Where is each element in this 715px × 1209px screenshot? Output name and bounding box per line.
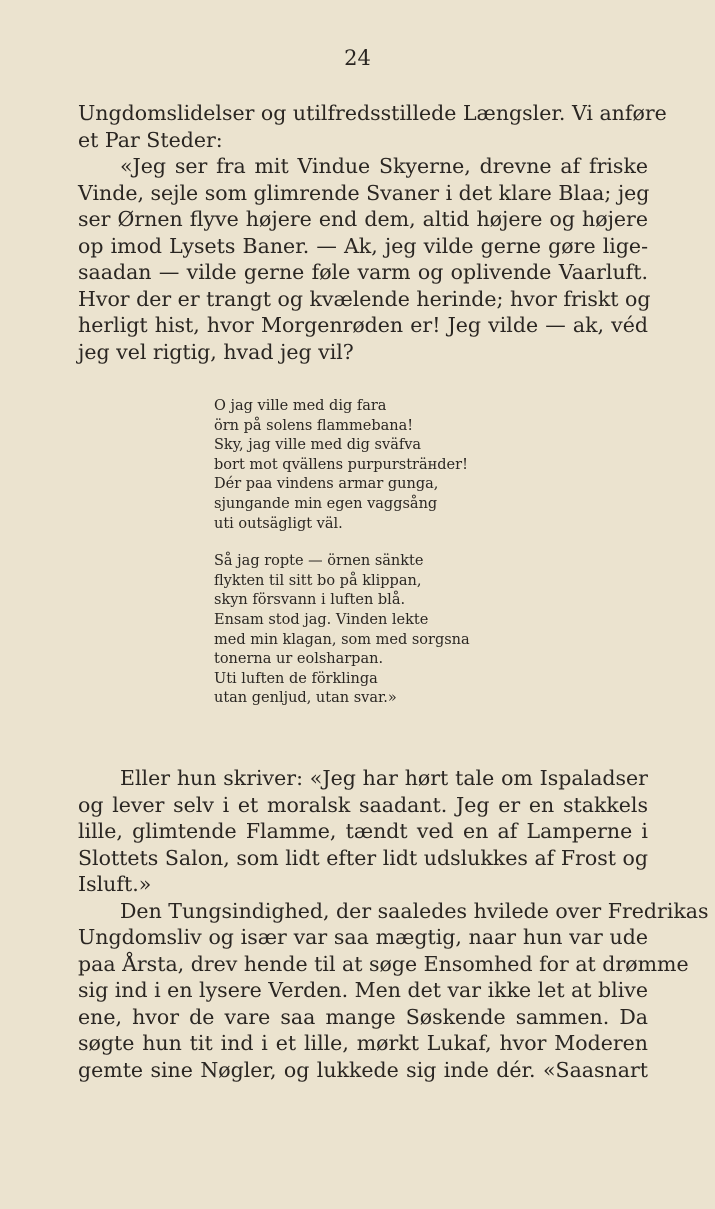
poem-verse: sjungande min egen vaggsång — [214, 495, 438, 512]
text-line: sig ind i en lysere Verden. Men det var ikke let at blive — [78, 978, 649, 1002]
poem-verse: Dér paa vindens armar gunga, — [214, 476, 439, 493]
text-line: jeg vel rigtig, hvad jeg vil? — [78, 339, 354, 364]
poem-verse: skyn försvann i luften blå. — [214, 592, 406, 609]
text-line: «Jeg ser fra mit Vindue Skyerne, drevne af friske — [120, 154, 648, 178]
poem-verse: utan genljud, utan svar.» — [214, 690, 397, 707]
text-line: og lever selv i et moralsk saadant. Jeg er en stakkels — [78, 792, 648, 817]
poem-verse: O jag ville med dig fara — [214, 398, 387, 414]
poem-verse: uti outsägligt väl. — [214, 515, 343, 532]
text-line: Den Tungsindighed, der saaledes hvilede over Fredrikas — [120, 898, 709, 923]
poem-verse: bort mot qvällens purpursträнder! — [214, 456, 468, 473]
text-line: Vinde, sejle som glimrende Svaner i det klare Blaa; jeg — [78, 180, 650, 205]
text-line: et Par Steder: — [78, 127, 223, 152]
text-line: ene, hvor de vare saa mange Søskende sammen. Da — [78, 1004, 648, 1029]
poem-stanza-1 — [214, 397, 534, 534]
poem-verse: örn på solens flammebana! — [214, 417, 414, 434]
continuation-paragraphs — [78, 765, 709, 1083]
poem-verse: flykten til sitt bo på klippan, — [214, 572, 422, 589]
text-line: Hvor der er trangt og kvælende herinde; hvor friskt og — [78, 286, 651, 311]
text-line: ser Ørnen flyve højere end dem, altid højere og højere — [78, 207, 648, 231]
poem-verse: Så jag ropte — örnen sänkte — [214, 553, 424, 570]
text-line: op imod Lysets Baner. — Ak, jeg vilde gerne gøre lige- — [78, 233, 648, 258]
text-line: lille, glimtende Flamme, tændt ved en af Lamperne i — [78, 819, 648, 843]
text-line: paa Årsta, drev hende til at søge Ensomhed for at drømme — [78, 951, 689, 976]
text-line: gemte sine Nøgler, og lukkede sig inde dér. «Saasnart — [78, 1057, 648, 1082]
poem-verse: Sky, jag ville med dig sväfva — [214, 437, 422, 454]
text-line: søgte hun tit ind i et lille, mørkt Lukaf, hvor Moderen — [78, 1031, 648, 1055]
poem-stanza-2 — [214, 552, 534, 709]
poem-verse: Ensam stod jag. Vinden lekte — [214, 611, 429, 628]
poem-verse: Uti luften de förklinga — [214, 670, 378, 687]
poem-verse: med min klagan, som med sorgsna — [214, 631, 470, 648]
text-line: Ungdomslidelser og utilfredsstillede Længsler. Vi anføre — [78, 101, 667, 125]
text-line: herligt hist, hvor Morgenrøden er! Jeg vilde — ak, véd — [78, 313, 648, 337]
page-number: 24 — [344, 46, 371, 70]
text-line: Isluft.» — [78, 872, 152, 896]
text-line: saadan — vilde gerne føle varm og oplivende Vaarluft. — [78, 260, 648, 284]
poem-verse: tonerna ur eolsharpan. — [214, 651, 384, 668]
quoted-poem — [214, 397, 534, 709]
intro-paragraph — [78, 100, 667, 365]
text-line: Eller hun skriver: «Jeg har hørt tale om Ispaladser — [120, 766, 648, 790]
text-line: Ungdomsliv og især var saa mægtig, naar hun var ude — [78, 925, 648, 949]
text-line: Slottets Salon, som lidt efter lidt udslukkes af Frost og — [78, 845, 648, 870]
